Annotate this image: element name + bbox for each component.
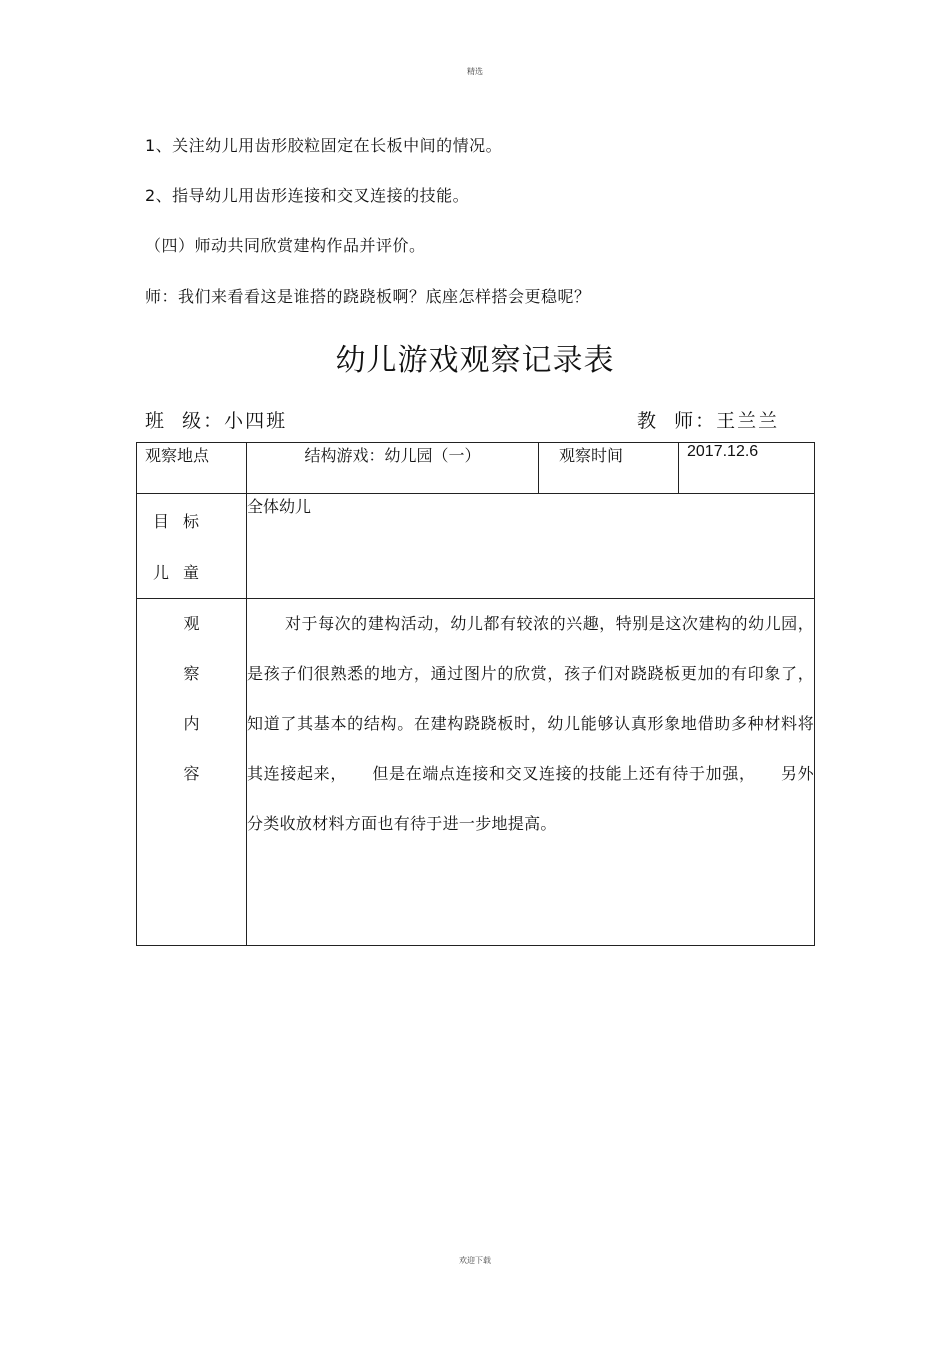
page-title: 幼儿游戏观察记录表 [335, 343, 615, 378]
paragraph-4: 师：我们来看看这是谁搭的跷跷板啊？底座怎样搭会更稳呢？ [145, 287, 591, 306]
footer-watermark: 欢迎下载 [459, 1256, 491, 1265]
observation-content: 对于每次的建构活动，幼儿都有较浓的兴趣，特别是这次建构的幼儿园，是孩子们很熟悉的地方，通过图片的欣赏，孩子们对跷跷板更加的有印象了，知道了其基本的结构。在建构跷跷板时，幼儿能够认真形象地借助多种材料将其连接起来， 但是在端点连接和交叉连接的技能上还有待于加强， 另外分类收放材料方面也有待于进一步地提高。 [247, 599, 815, 946]
table-row-content [137, 599, 815, 946]
place-label: 观察地点 [137, 443, 247, 494]
teacher-info: 教 师：王兰兰 [637, 410, 780, 432]
header-watermark: 精选 [467, 67, 483, 76]
content-label-char-3: 内 [183, 714, 200, 733]
table-row-target [137, 494, 815, 599]
paragraph-3: （四）师动共同欣赏建构作品并评价。 [145, 236, 426, 255]
paragraph-2: 2、指导幼儿用齿形连接和交叉连接的技能。 [145, 186, 470, 205]
time-label: 观察时间 [539, 443, 679, 494]
paragraph-1: 1、关注幼儿用齿形胶粒固定在长板中间的情况。 [145, 136, 503, 155]
target-label-cell [137, 494, 247, 599]
time-value: 2017.12.6 [679, 443, 815, 494]
place-value: 结构游戏：幼儿园（一） [247, 443, 539, 494]
content-label-cell [137, 599, 247, 946]
target-label-line1: 目标 [153, 512, 214, 531]
target-label-line2: 儿童 [153, 563, 214, 582]
class-info: 班 级：小四班 [145, 410, 288, 432]
observation-table [136, 442, 815, 946]
content-label-char-2: 察 [183, 664, 200, 683]
content-label-char-1: 观 [183, 614, 200, 633]
target-value: 全体幼儿 [247, 494, 815, 599]
content-label-char-4: 容 [183, 764, 200, 783]
